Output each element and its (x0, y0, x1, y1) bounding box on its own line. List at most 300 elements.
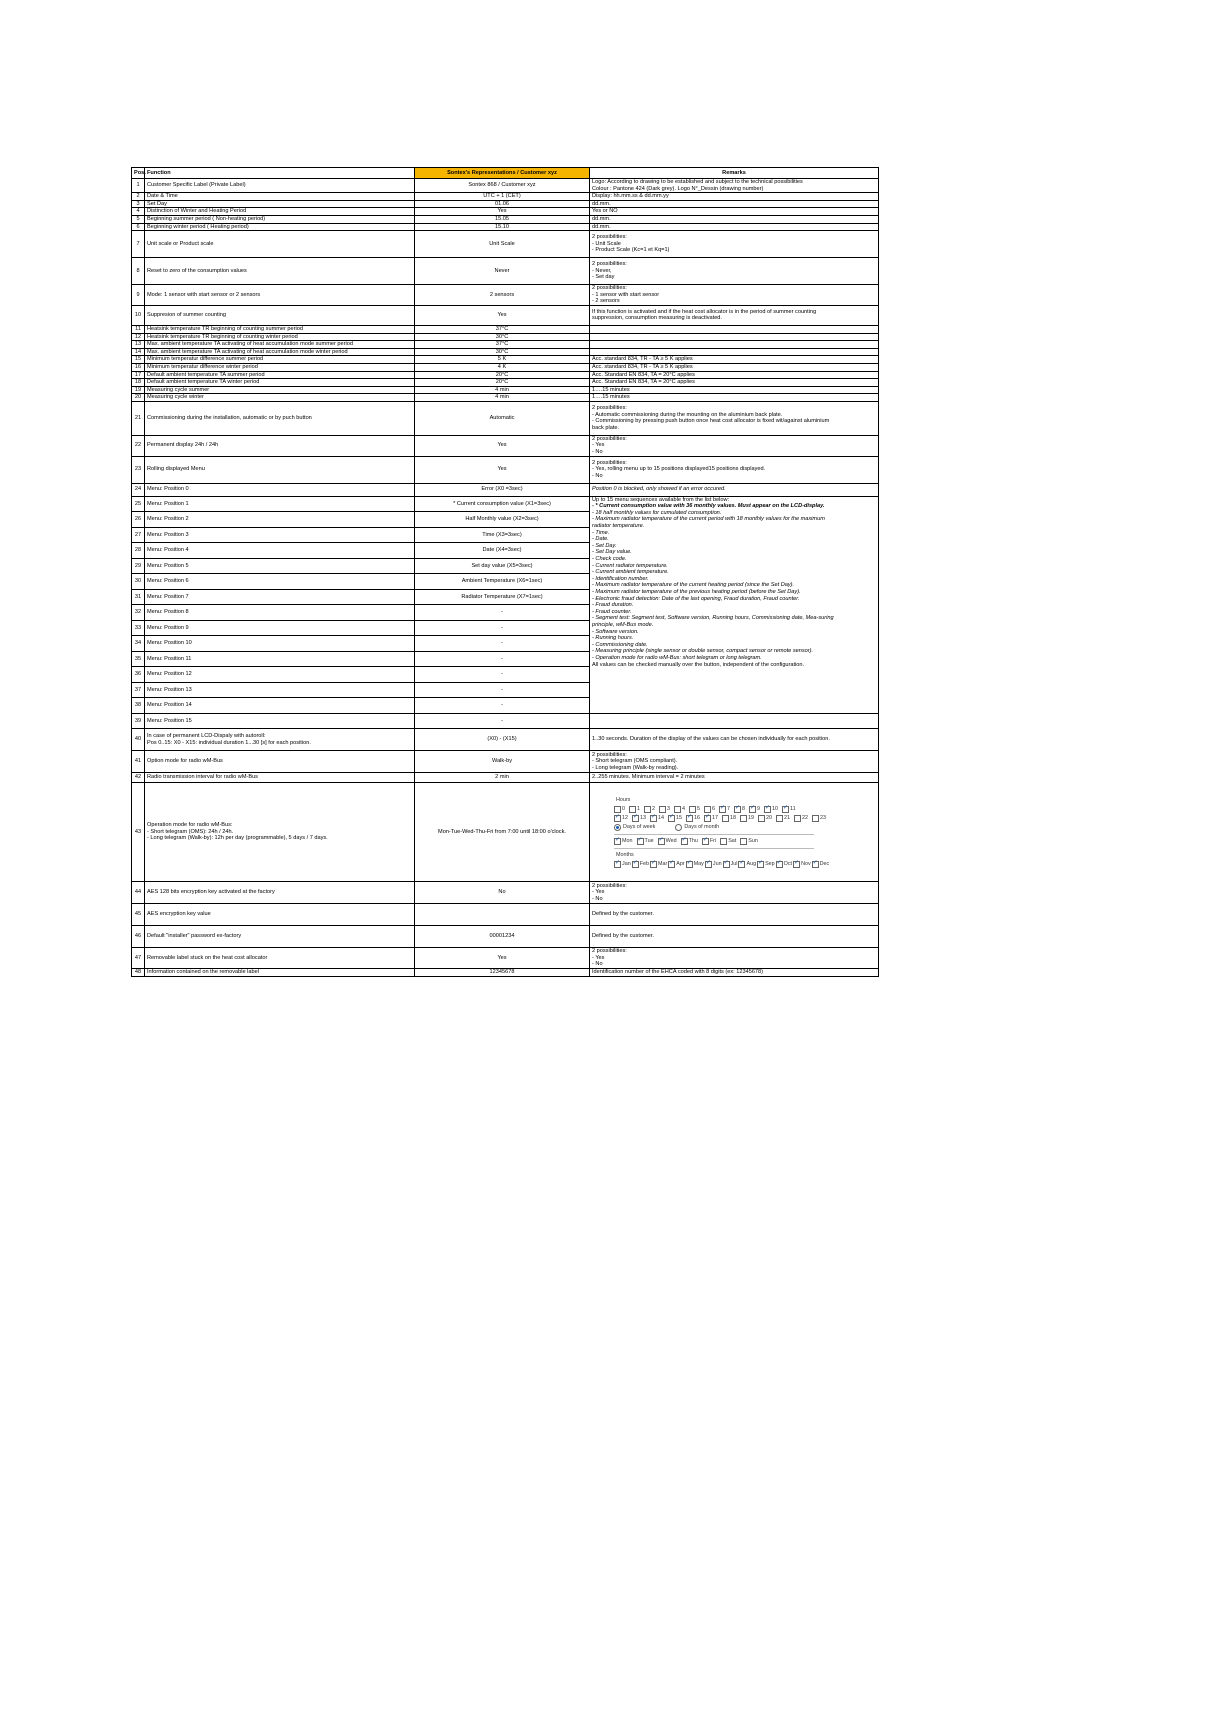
row-pos: 4 (132, 208, 145, 216)
row-function: Minimum temperatur difference winter period (145, 363, 415, 371)
table-row (132, 341, 879, 349)
months-label: Months (616, 851, 634, 858)
row-pos: 27 (132, 527, 145, 543)
checkbox-icon (757, 861, 764, 868)
row-pos: 43 (132, 783, 145, 882)
table-row (132, 200, 879, 208)
row-remarks (590, 483, 879, 496)
remark-line: - 18 half monthly values for cumulated consumption. (592, 509, 722, 516)
remark-line: - Yes (592, 889, 605, 896)
checkbox-icon (722, 815, 729, 822)
function-line: - Long telegram (Walk-by): 12h per day (programmable), 5 days / 7 days. (147, 835, 328, 842)
header-representation: Sontex's Representations / Customer xyz (415, 168, 590, 179)
weekday-checkbox[interactable] (614, 837, 633, 846)
hour-checkbox[interactable] (632, 814, 646, 823)
remark-line: Acc. Standard EN 834, TA = 20°C applies (592, 371, 695, 378)
schedule-widget (592, 796, 876, 869)
checkbox-icon (719, 806, 726, 813)
table-row (132, 258, 879, 285)
row-pos: 7 (132, 231, 145, 258)
row-pos: 23 (132, 456, 145, 483)
checkbox-icon (764, 806, 771, 813)
month-label: Jan (622, 860, 631, 867)
remark-line: 1..30 seconds. Duration of the display of the values can be chosen individually for each position. (592, 736, 830, 743)
row-remarks (590, 200, 879, 208)
remark-line: Position 0 is blocked, only showed if an error occured. (592, 486, 726, 493)
row-function: Suppresion of summer counting (145, 305, 415, 325)
hour-label: 7 (727, 805, 730, 812)
hour-label: 2 (652, 805, 655, 812)
row-pos: 31 (132, 589, 145, 605)
checkbox-icon (668, 815, 675, 822)
hour-checkbox[interactable] (749, 805, 760, 814)
row-remarks (590, 341, 879, 349)
checkbox-icon (793, 861, 800, 868)
row-remarks (590, 348, 879, 356)
remark-line: Logo: According to drawing to be established and subject to the technical possibilities (592, 179, 803, 185)
checkbox-icon (738, 861, 745, 868)
checkbox-icon (776, 861, 783, 868)
row-value (415, 904, 590, 926)
row-value: - (415, 667, 590, 683)
row-value: Error (X0 =3sec) (415, 483, 590, 496)
row-function: Menu: Position 11 (145, 651, 415, 667)
table-row (132, 179, 879, 193)
row-value: UTC + 1 (CET) (415, 193, 590, 201)
row-function: Commissioning during the installation, automatic or by puch button (145, 401, 415, 435)
row-value: 37°C (415, 325, 590, 333)
hour-checkbox[interactable] (686, 814, 700, 823)
remark-line: back plate. (592, 424, 620, 431)
table-row (132, 773, 879, 783)
row-value: 20°C (415, 379, 590, 387)
hours-label: Hours (616, 796, 631, 803)
row-remarks (590, 401, 879, 435)
remark-line: - Segment test: Segment test, Software version, Running hours, Commissioning date, Mea-suring (592, 615, 834, 622)
remark-line: - Never, (592, 267, 612, 274)
remark-line: 2 possibilities: (592, 459, 627, 466)
checkbox-icon (614, 838, 621, 845)
row-function: Rolling displayed Menu (145, 456, 415, 483)
row-pos: 22 (132, 435, 145, 456)
remark-line: - Maximum radiator temperature of the current heating period (since the Set Day). (592, 582, 795, 589)
row-function: Menu: Position 6 (145, 574, 415, 590)
row-remarks (590, 948, 879, 969)
menu-row (132, 496, 879, 512)
hour-label: 17 (712, 814, 718, 821)
remark-line: - Current ambient temperature. (592, 569, 669, 576)
checkbox-icon (632, 861, 639, 868)
days-of-week-label: Days of week (623, 823, 656, 830)
remark-line: 1….15 minutes (592, 394, 630, 401)
month-checkbox[interactable] (686, 860, 704, 869)
hour-label: 14 (658, 814, 664, 821)
row-function (145, 773, 415, 783)
row-pos: 45 (132, 904, 145, 926)
remark-line: - Electronic fraud detection: Date of the last opening, Fraud duration, Fraud counter. (592, 595, 800, 602)
table-row (132, 948, 879, 969)
table-row (132, 729, 879, 751)
checkbox-icon (668, 861, 675, 868)
row-pos: 35 (132, 651, 145, 667)
weekday-checkbox[interactable] (720, 837, 736, 846)
month-checkbox[interactable] (723, 860, 738, 869)
month-checkbox[interactable] (614, 860, 631, 869)
table-row (132, 926, 879, 948)
remark-line: Up to 15 menu sequences available from the list below: (592, 496, 730, 503)
function-line: In case of permanent LCD-Dispaly with autoroll: (147, 733, 266, 740)
hour-checkbox[interactable] (782, 805, 796, 814)
table-row (132, 348, 879, 356)
remark-line: Display: hh.mm.ss & dd.mm.yy (592, 193, 669, 200)
row-remarks (590, 305, 879, 325)
row-pos: 15 (132, 356, 145, 364)
table-row (132, 285, 879, 306)
row-value: 12345678 (415, 968, 590, 976)
hour-checkbox[interactable] (674, 805, 685, 814)
remark-line: - Automatic commissioning during the mounting on the aluminium back plate. (592, 411, 783, 418)
function-line: - Short telegram (OMS): 24h / 24h. (147, 828, 234, 835)
remark-line: - Yes (592, 954, 605, 961)
remark-line: - Set Day. (592, 542, 617, 549)
row-remarks (590, 394, 879, 402)
table-row (132, 231, 879, 258)
remark-line: Yes or NO (592, 208, 618, 215)
table-row (132, 456, 879, 483)
row-function: Menu: Position 13 (145, 682, 415, 698)
row-function: Heatsink temperature TR beginning of counting summer period (145, 325, 415, 333)
row-function (145, 729, 415, 751)
remark-line: 2..255 minutes. Minimum interval = 2 minutes (592, 774, 705, 781)
table-row (132, 356, 879, 364)
checkbox-icon (734, 806, 741, 813)
month-label: Dec (819, 860, 830, 867)
row-pos: 47 (132, 948, 145, 969)
row-function: Menu: Position 10 (145, 636, 415, 652)
row-function: Beginning summer period ( Non-heating period) (145, 215, 415, 223)
hour-checkbox[interactable] (794, 814, 808, 823)
row-remarks (590, 713, 879, 729)
month-checkbox[interactable] (812, 860, 830, 869)
row-remarks (590, 371, 879, 379)
checkbox-icon (704, 806, 711, 813)
row-function: AES encryption key value (145, 904, 415, 926)
row-value: 4 K (415, 363, 590, 371)
remark-line: - Fraud counter. (592, 608, 632, 615)
hour-checkbox[interactable] (704, 814, 718, 823)
remark-line: - Fraud duration. (592, 602, 634, 609)
weekday-checkbox[interactable] (681, 837, 698, 846)
row-value: Unit Scale (415, 231, 590, 258)
row-value: Set day value (X5=3sec) (415, 558, 590, 574)
weekday-label: Thu (688, 837, 698, 844)
weekday-checkbox[interactable] (658, 837, 677, 846)
remark-line: - Software version. (592, 628, 639, 635)
row-remarks (590, 773, 879, 783)
checkbox-icon (650, 815, 657, 822)
row-function: Menu: Position 2 (145, 512, 415, 528)
row-value: - (415, 651, 590, 667)
remark-line: - Date. (592, 536, 609, 543)
month-checkbox[interactable] (757, 860, 775, 869)
remark-line: - 1 sensor with start sensor (592, 291, 660, 298)
table-row (132, 325, 879, 333)
row-value: Time (X3=3sec) (415, 527, 590, 543)
remark-line: - Yes, rolling menu up to 15 positions displayed15 positions displayed. (592, 466, 766, 473)
remark-line: 2 possibilities: (592, 285, 627, 292)
hour-checkbox[interactable] (758, 814, 772, 823)
row-function: Beginning winter period ( Heating period) (145, 223, 415, 231)
hour-label: 19 (748, 814, 754, 821)
row-function: Measuring cycle summer (145, 386, 415, 394)
row-function: Menu: Position 1 (145, 496, 415, 512)
radio-icon (675, 824, 682, 831)
table-row (132, 363, 879, 371)
month-label: Mar (658, 860, 668, 867)
hour-checkbox[interactable] (812, 814, 826, 823)
row-value: Radiator Temperature (X7=1sec) (415, 589, 590, 605)
row-pos: 41 (132, 751, 145, 773)
month-label: Oct (783, 860, 793, 867)
row-function: Distinction of Winter and Heating Period (145, 208, 415, 216)
remark-line: - Current radiator temperature. (592, 562, 668, 569)
divider (614, 848, 814, 849)
row-value: 30°C (415, 333, 590, 341)
row-pos: 13 (132, 341, 145, 349)
row-pos: 14 (132, 348, 145, 356)
schedule-panel (590, 783, 879, 882)
row-remarks (590, 215, 879, 223)
remark-line: - No (592, 449, 603, 456)
checkbox-icon (740, 838, 747, 845)
row-function: Default ambient temperature TA winter period (145, 379, 415, 387)
month-label: Jul (730, 860, 738, 867)
month-checkbox[interactable] (793, 860, 811, 869)
row-function: Menu: Position 15 (145, 713, 415, 729)
row-value: Walk-by (415, 751, 590, 773)
row-remarks (590, 379, 879, 387)
weekday-checkbox[interactable] (637, 837, 654, 846)
row-function: Menu: Position 9 (145, 620, 415, 636)
row-pos: 12 (132, 333, 145, 341)
remark-line: 2 possibilities: (592, 261, 627, 268)
hour-label: 8 (742, 805, 745, 812)
weekday-label: Tue (644, 837, 654, 844)
row-value: - (415, 620, 590, 636)
hour-checkbox[interactable] (764, 805, 778, 814)
row-remarks (590, 208, 879, 216)
row-function: Menu: Position 7 (145, 589, 415, 605)
hour-checkbox[interactable] (614, 814, 628, 823)
table-row (132, 208, 879, 216)
row-value: 30°C (415, 348, 590, 356)
month-checkbox[interactable] (632, 860, 649, 869)
month-checkbox[interactable] (705, 860, 722, 869)
row-pos: 9 (132, 285, 145, 306)
row-pos: 32 (132, 605, 145, 621)
row-remarks (590, 386, 879, 394)
row-value: 15.10 (415, 223, 590, 231)
checkbox-icon (614, 815, 621, 822)
remark-line: dd.mm. (592, 223, 611, 230)
table-row (132, 783, 879, 882)
remark-line: - Unit Scale (592, 240, 621, 247)
hour-checkbox[interactable] (740, 814, 754, 823)
divider (614, 834, 814, 835)
table-row (132, 435, 879, 456)
remark-line: - Long telegram (Walk-by reading). (592, 764, 679, 771)
checkbox-icon (650, 861, 657, 868)
remark-line: - Operation mode for radio wM-Bus: short telegram or long telegram. (592, 654, 762, 661)
row-pos: 42 (132, 773, 145, 783)
row-function: Heatsink temperature TR beginning of counting winter period (145, 333, 415, 341)
hour-checkbox[interactable] (734, 805, 745, 814)
checkbox-icon (740, 815, 747, 822)
checkbox-icon (812, 815, 819, 822)
remark-line: - Short telegram (OMS compliant). (592, 758, 678, 765)
row-value: No (415, 882, 590, 904)
header-function: Function (145, 168, 415, 179)
table-row (132, 483, 879, 496)
row-value: 01.06 (415, 200, 590, 208)
row-function: Menu: Position 4 (145, 543, 415, 559)
row-pos: 33 (132, 620, 145, 636)
month-checkbox[interactable] (776, 860, 792, 869)
row-value: Never (415, 258, 590, 285)
row-pos: 1 (132, 179, 145, 193)
row-remarks (590, 179, 879, 193)
radio-icon (614, 824, 621, 831)
row-value: Mon-Tue-Wed-Thu-Fri from 7:00 until 18:00 o'clock. (415, 783, 590, 882)
remark-line: - No (592, 961, 603, 968)
remark-line: - No (592, 472, 603, 479)
row-function (145, 751, 415, 773)
month-checkbox[interactable] (650, 860, 667, 869)
month-row (614, 860, 876, 869)
row-remarks (590, 904, 879, 926)
weekday-label: Sat (728, 837, 737, 844)
month-label: Jun (712, 860, 722, 867)
row-pos: 5 (132, 215, 145, 223)
month-checkbox[interactable] (668, 860, 684, 869)
row-pos: 39 (132, 713, 145, 729)
weekday-row (614, 837, 876, 846)
checkbox-icon (632, 815, 639, 822)
weekday-label: Fri (709, 837, 717, 844)
hour-checkbox[interactable] (650, 814, 664, 823)
row-value: Sontex 868 / Customer xyz (415, 179, 590, 193)
month-label: Nov (801, 860, 811, 867)
days-of-month-radio[interactable] (675, 823, 719, 832)
row-function: Max. ambient temperature TA activating of heat accumulation mode summer period (145, 341, 415, 349)
row-pos: 16 (132, 363, 145, 371)
table-row (132, 968, 879, 976)
row-function: Reset to zero of the consumption values (145, 258, 415, 285)
hour-label: 16 (694, 814, 700, 821)
days-of-week-radio[interactable] (614, 823, 655, 832)
row-value: Ambient Temperature (X6=1sec) (415, 574, 590, 590)
checkbox-icon (776, 815, 783, 822)
table-row (132, 215, 879, 223)
header-pos: Pos. (132, 168, 145, 179)
remark-line: Colour : Pantone 424 (Dark grey). Logo N°_Dessin (drawing number) (592, 185, 764, 192)
row-function: Unit scale or Product scale (145, 231, 415, 258)
row-value: Date (X4=3sec) (415, 543, 590, 559)
hour-label: 22 (802, 814, 808, 821)
hour-checkbox[interactable] (719, 805, 730, 814)
row-pos: 48 (132, 968, 145, 976)
checkbox-icon (749, 806, 756, 813)
row-remarks (590, 333, 879, 341)
row-function: AES 128 bits encryption key activated at the factory (145, 882, 415, 904)
remark-line: - Identification number. (592, 575, 649, 582)
hour-label: 12 (622, 814, 628, 821)
checkbox-icon (723, 861, 730, 868)
row-pos: 20 (132, 394, 145, 402)
function-line: Option mode for radio wM-Bus (147, 758, 223, 765)
remark-line: All values can be checked manually over the button, independent of the configuration. (592, 661, 805, 668)
checkbox-icon (644, 806, 651, 813)
row-pos: 38 (132, 698, 145, 714)
hour-checkbox[interactable] (722, 814, 736, 823)
row-function: Removable label stuck on the heat cost allocator (145, 948, 415, 969)
checkbox-icon (812, 861, 819, 868)
remark-line: radiator temperature. (592, 523, 645, 530)
checkbox-icon (758, 815, 765, 822)
table-row (132, 371, 879, 379)
row-remarks (590, 193, 879, 201)
remark-line: Acc. Standard EN 834, TA = 20°C applies (592, 379, 695, 386)
hour-checkbox[interactable] (776, 814, 790, 823)
weekday-label: Mon (622, 837, 633, 844)
row-value: 00001234 (415, 926, 590, 948)
checkbox-icon (705, 861, 712, 868)
remark-line: - Set day (592, 274, 615, 281)
month-label: Apr (676, 860, 685, 867)
header-remarks: Remarks (590, 168, 879, 179)
weekday-checkbox[interactable] (702, 837, 716, 846)
weekday-label: Sun (748, 837, 758, 844)
row-pos: 30 (132, 574, 145, 590)
weekday-label: Wed (665, 837, 677, 844)
row-pos: 26 (132, 512, 145, 528)
hour-label: 18 (730, 814, 736, 821)
month-label: Feb (639, 860, 649, 867)
table-row (132, 401, 879, 435)
hour-label: 9 (757, 805, 760, 812)
period-mode-row (614, 823, 876, 832)
hour-label: 4 (682, 805, 685, 812)
remark-line: Defined by the customer. (592, 933, 654, 940)
row-pos: 19 (132, 386, 145, 394)
remark-line: 2 possibilities: (592, 751, 627, 758)
remark-line: - 2 sensors (592, 298, 620, 305)
remark-line: 2 possibilities: (592, 882, 627, 889)
month-checkbox[interactable] (738, 860, 756, 869)
remark-line: - Product Scale (Kc=1 et Kq=1) (592, 247, 670, 254)
row-remarks (590, 435, 879, 456)
weekday-checkbox[interactable] (740, 837, 758, 846)
hour-checkbox[interactable] (668, 814, 682, 823)
row-remarks (590, 729, 879, 751)
remark-line: suppression, consumption measuring is deactivated. (592, 315, 722, 322)
row-function: Set Day (145, 200, 415, 208)
row-value: - (415, 636, 590, 652)
row-pos: 11 (132, 325, 145, 333)
checkbox-icon (629, 806, 636, 813)
row-function (145, 783, 415, 882)
row-remarks (590, 258, 879, 285)
